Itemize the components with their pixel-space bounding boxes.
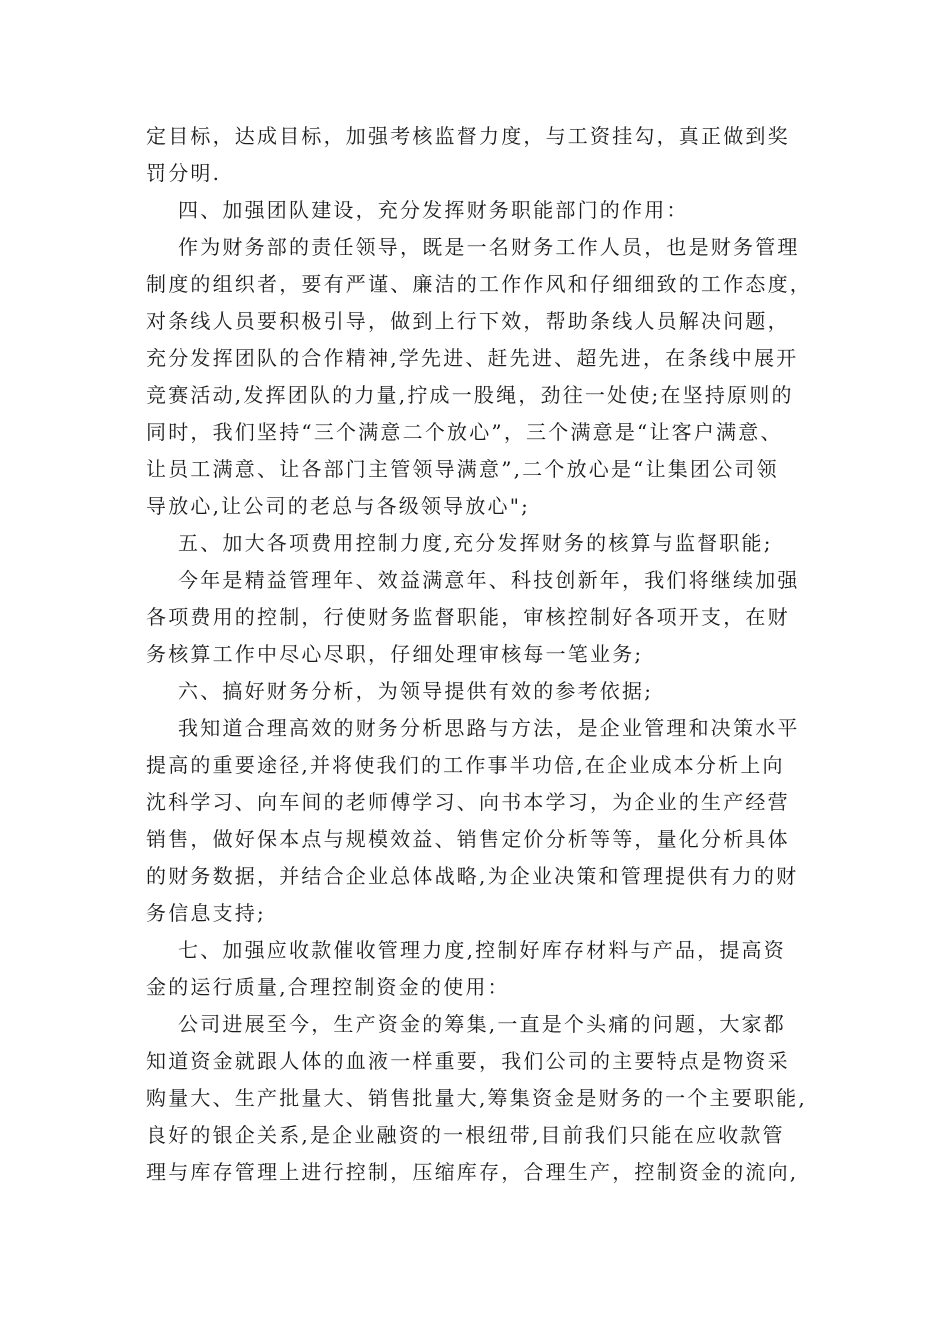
text-line: 沈科学习、向车间的老师傅学习、向书本学习，为企业的生产经营: [146, 790, 790, 814]
text-line: 充分发挥团队的合作精神,学先进、赶先进、超先进，在条线中展开: [146, 346, 799, 370]
text-line: 的财务数据，并结合企业总体战略,为企业决策和管理提供有力的财: [146, 864, 799, 888]
text-line: 各项费用的控制，行使财务监督职能，审核控制好各项开支，在财: [146, 605, 790, 629]
text-line: 良好的银企关系,是企业融资的一根纽带,目前我们只能在应收款管: [146, 1123, 785, 1147]
text-line: 七、加强应收款催收管理力度,控制好库存材料与产品，提高资: [178, 938, 786, 962]
text-line: 六、搞好财务分析，为领导提供有效的参考依据;: [178, 679, 654, 703]
text-line: 金的运行质量,合理控制资金的使用：: [146, 975, 510, 999]
text-line: 提高的重要途径,并将使我们的工作事半功倍,在企业成本分析上向: [146, 753, 785, 777]
text-line: 务核算工作中尽心尽职，仔细处理审核每一笔业务;: [146, 642, 644, 666]
text-line: 购量大、生产批量大、销售批量大,筹集资金是财务的一个主要职能,: [146, 1086, 807, 1110]
text-line: 理与库存管理上进行控制，压缩库存，合理生产，控制资金的流向,: [146, 1160, 799, 1184]
text-line: 销售，做好保本点与规模效益、销售定价分析等等，量化分析具体: [146, 827, 790, 851]
text-line: 同时，我们坚持“三个满意二个放心”，三个满意是“让客户满意、: [146, 420, 783, 444]
text-line: 我知道合理高效的财务分析思路与方法，是企业管理和决策水平: [178, 716, 800, 740]
text-line: 对条线人员要积极引导，做到上行下效，帮助条线人员解决问题，: [146, 309, 790, 333]
text-line: 让员工满意、让各部门主管领导满意”,二个放心是“让集团公司领: [146, 457, 779, 481]
text-line: 导放心,让公司的老总与各级领导放心";: [146, 494, 531, 518]
document-body: [146, 118, 816, 1191]
text-line: 罚分明.: [146, 161, 222, 185]
text-line: 公司进展至今，生产资金的筹集,一直是个头痛的问题，大家都: [178, 1012, 786, 1036]
text-line: 今年是精益管理年、效益满意年、科技创新年，我们将继续加强: [178, 568, 800, 592]
text-line: 务信息支持;: [146, 901, 266, 925]
text-line: 竞赛活动,发挥团队的力量,拧成一股绳，劲往一处使;在坚持原则的: [146, 383, 794, 407]
text-line: 五、加大各项费用控制力度,充分发挥财务的核算与监督职能;: [178, 531, 773, 555]
text-line: 定目标，达成目标，加强考核监督力度，与工资挂勾，真正做到奖: [146, 124, 790, 148]
text-line: 制度的组织者，要有严谨、廉洁的工作作风和仔细细致的工作态度，: [146, 272, 812, 296]
text-line: 四、加强团队建设，充分发挥财务职能部门的作用：: [178, 198, 689, 222]
text-line: 作为财务部的责任领导，既是一名财务工作人员，也是财务管理: [178, 235, 800, 259]
text-line: 知道资金就跟人体的血液一样重要，我们公司的主要特点是物资采: [146, 1049, 790, 1073]
